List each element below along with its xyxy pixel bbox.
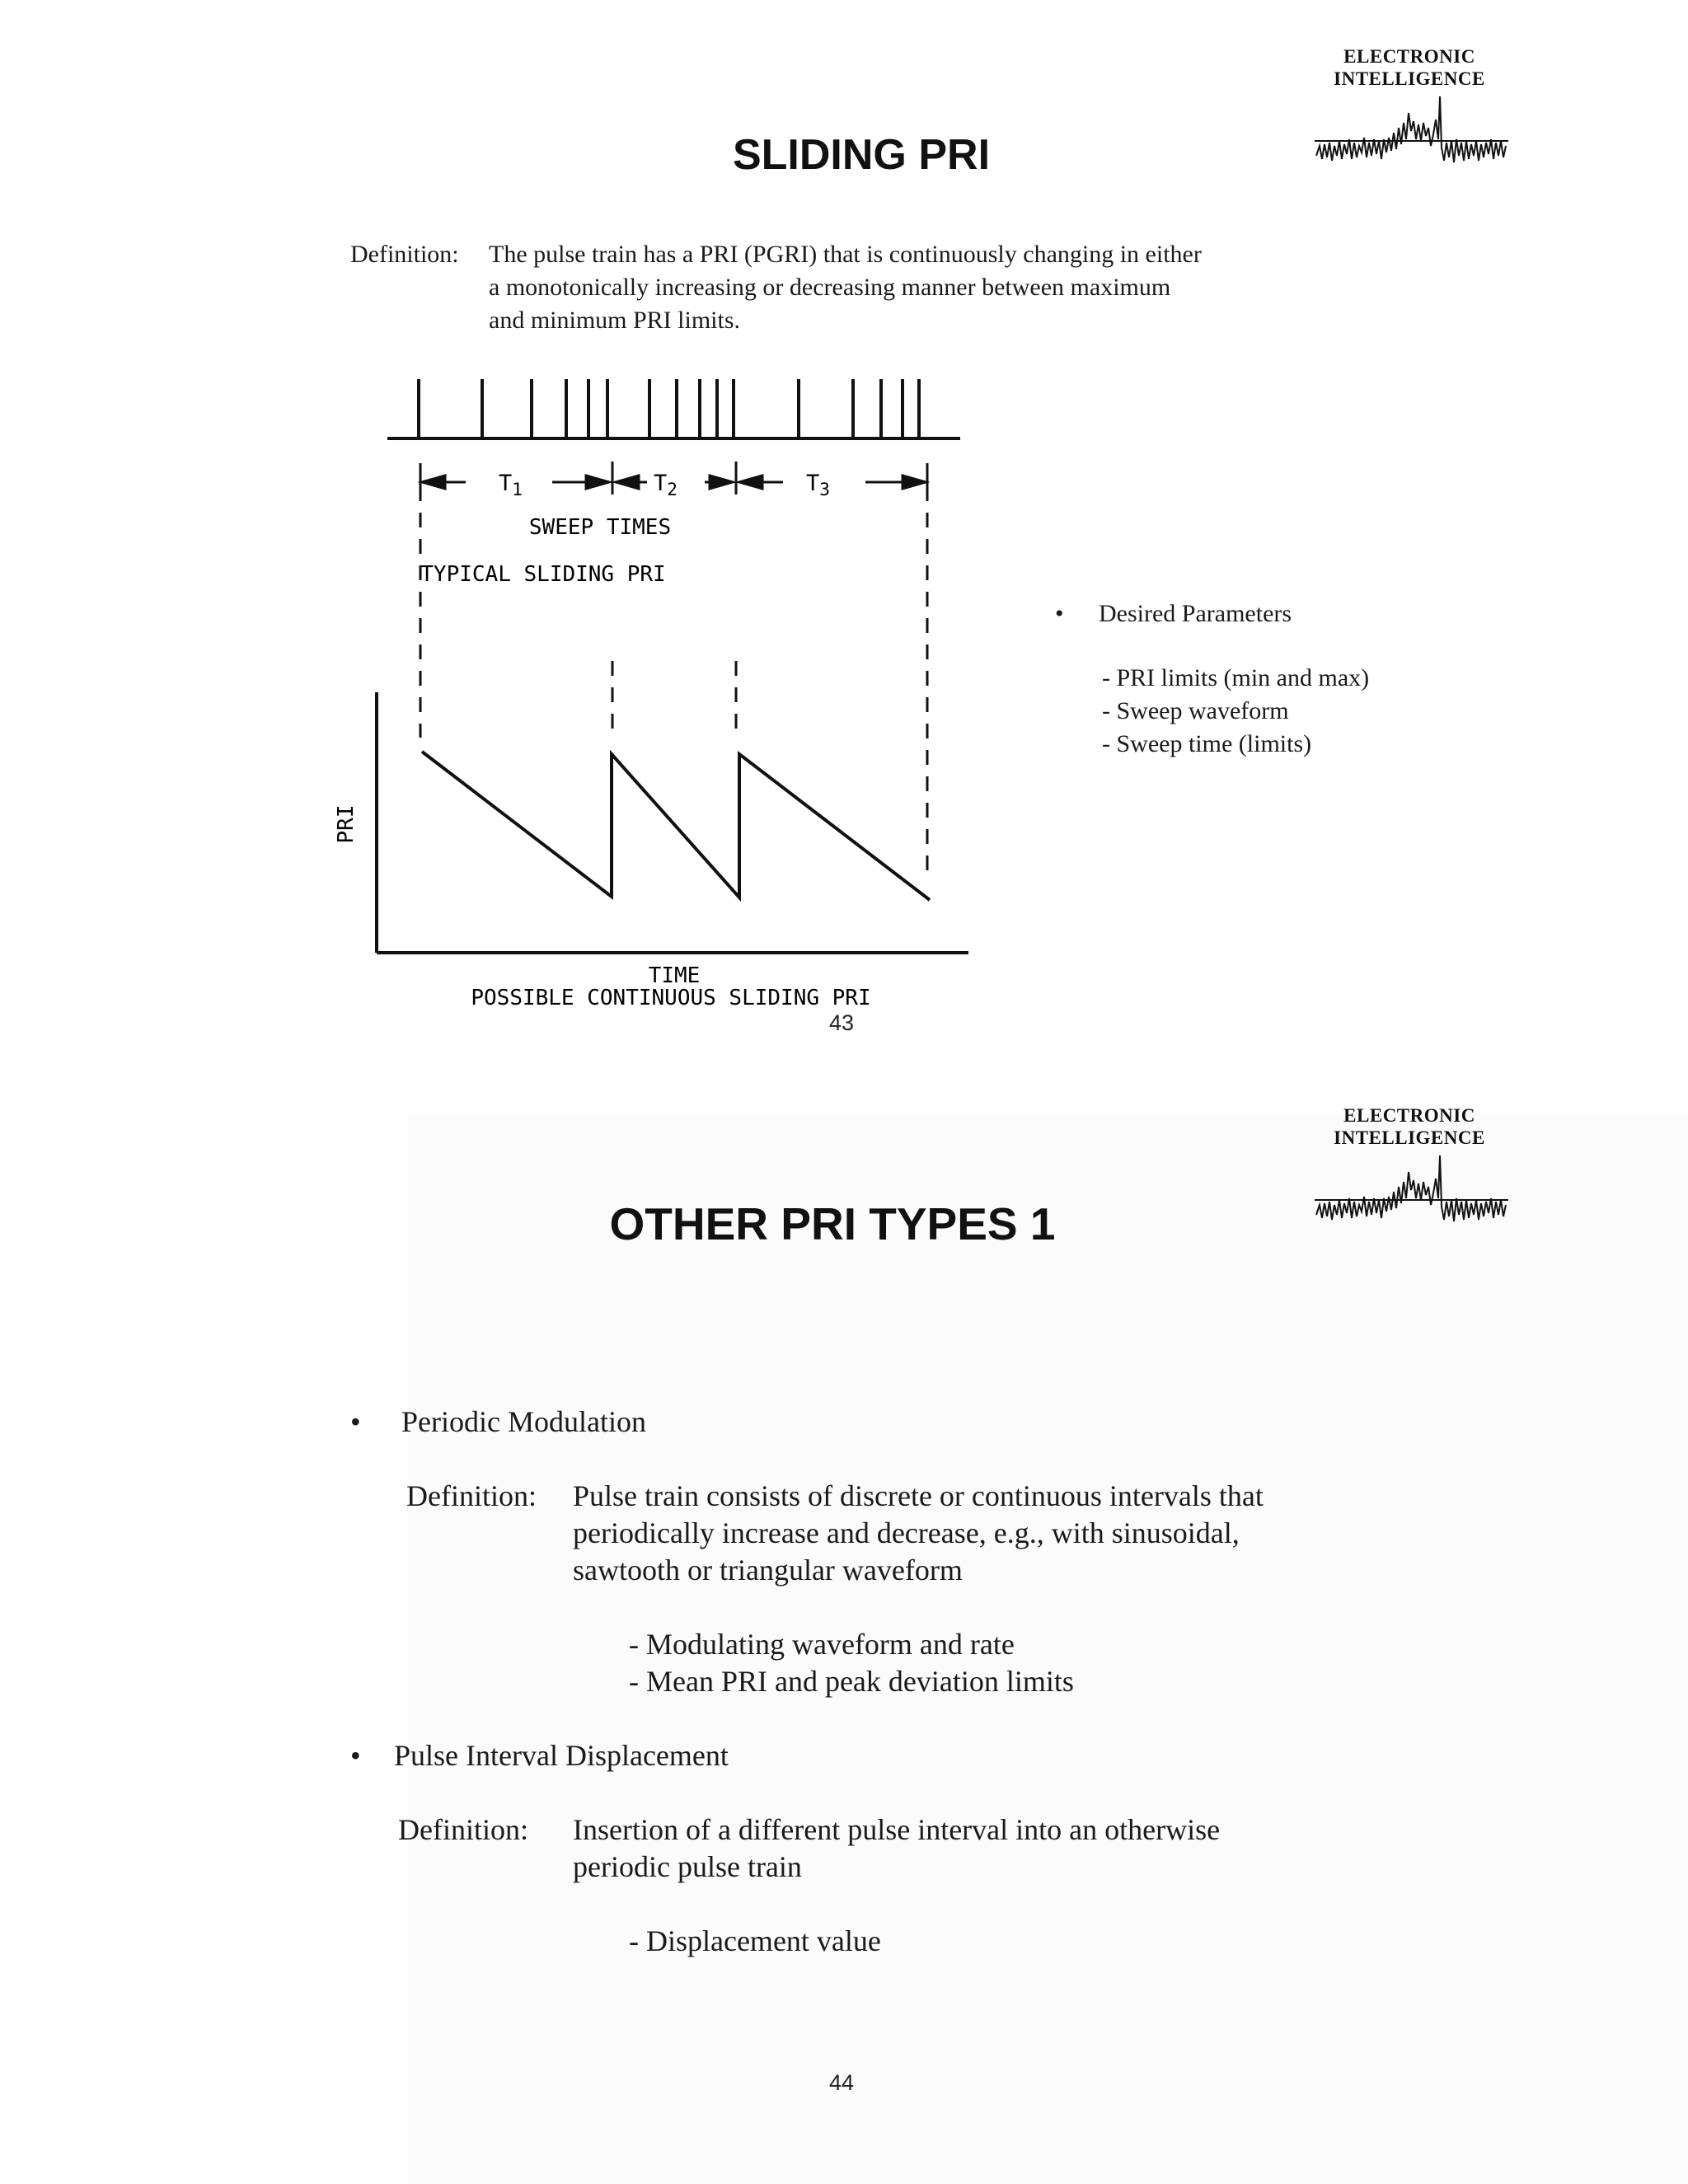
- logo-line-2: INTELLIGENCE: [1334, 68, 1485, 89]
- item-heading: Periodic Modulation: [401, 1405, 646, 1438]
- signal-trace-icon: [1315, 91, 1508, 174]
- list-item: - PRI limits (min and max): [1102, 664, 1370, 691]
- params-heading: Desired Parameters: [1099, 600, 1292, 627]
- sliding-pri-diagram: [330, 363, 989, 1038]
- figure-caption: POSSIBLE CONTINUOUS SLIDING PRI: [471, 986, 871, 1010]
- sweep-times-label: SWEEP TIMES: [528, 515, 672, 540]
- bullet: •: [1055, 600, 1064, 627]
- sawtooth-curve: [422, 752, 930, 900]
- pulse-train: [387, 379, 960, 438]
- list-item: - Sweep time (limits): [1102, 730, 1312, 757]
- definition-label: Definition:: [350, 241, 459, 268]
- logo-line-1: ELECTRONIC: [1343, 1105, 1475, 1126]
- sweep-label-t1: $T_1$: [499, 471, 523, 499]
- definition-line: Pulse train consists of discrete or continuous intervals that: [573, 1479, 1264, 1512]
- definition-line: sawtooth or triangular waveform: [573, 1554, 963, 1586]
- page-title: SLIDING PRI: [732, 131, 991, 179]
- definition-text: [573, 1478, 1397, 1589]
- item-heading: Pulse Interval Displacement: [394, 1739, 729, 1772]
- logo-line-2: INTELLIGENCE: [1334, 1127, 1485, 1148]
- page-number: 43: [829, 1010, 855, 1035]
- definition-line: The pulse train has a PRI (PGRI) that is continuously changing in either: [489, 241, 1202, 268]
- page-title: OTHER PRI TYPES 1: [609, 1198, 1056, 1249]
- params-list: [629, 1923, 881, 1960]
- definition-line: and minimum PRI limits.: [489, 307, 741, 334]
- params-list: [1102, 662, 1369, 761]
- bullet: •: [350, 1405, 361, 1438]
- x-axis-label: TIME: [648, 963, 701, 988]
- definition-text: [573, 1811, 1397, 1886]
- params-list: [629, 1626, 1074, 1700]
- sweep-label-t2: $T_2$: [654, 471, 678, 499]
- logo-line-1: ELECTRONIC: [1343, 46, 1475, 67]
- definition-line: periodic pulse train: [573, 1850, 802, 1883]
- definition-text: [489, 238, 1395, 337]
- definition-label: Definition:: [406, 1479, 537, 1512]
- page-number: 44: [829, 2070, 855, 2095]
- list-item: - Modulating waveform and rate: [629, 1628, 1015, 1661]
- list-item: - Mean PRI and peak deviation limits: [629, 1665, 1074, 1698]
- definition-line: a monotonically increasing or decreasing manner between maximum: [489, 274, 1171, 301]
- definition-label: Definition:: [398, 1813, 528, 1846]
- sweep-label-t3: $T_3$: [806, 471, 830, 499]
- logo: [1315, 45, 1508, 173]
- definition-line: periodically increase and decrease, e.g., with sinusoidal,: [573, 1516, 1240, 1549]
- y-axis-label: PRI: [334, 804, 359, 844]
- list-item: - Sweep waveform: [1102, 697, 1289, 724]
- definition-line: Insertion of a different pulse interval into an otherwise: [573, 1813, 1221, 1846]
- bullet: •: [350, 1739, 361, 1772]
- signal-trace-icon: [1315, 1151, 1508, 1233]
- logo: [1315, 1104, 1508, 1232]
- list-item: - Displacement value: [629, 1924, 881, 1957]
- typical-sliding-pri-label: TYPICAL SLIDING PRI: [420, 562, 666, 587]
